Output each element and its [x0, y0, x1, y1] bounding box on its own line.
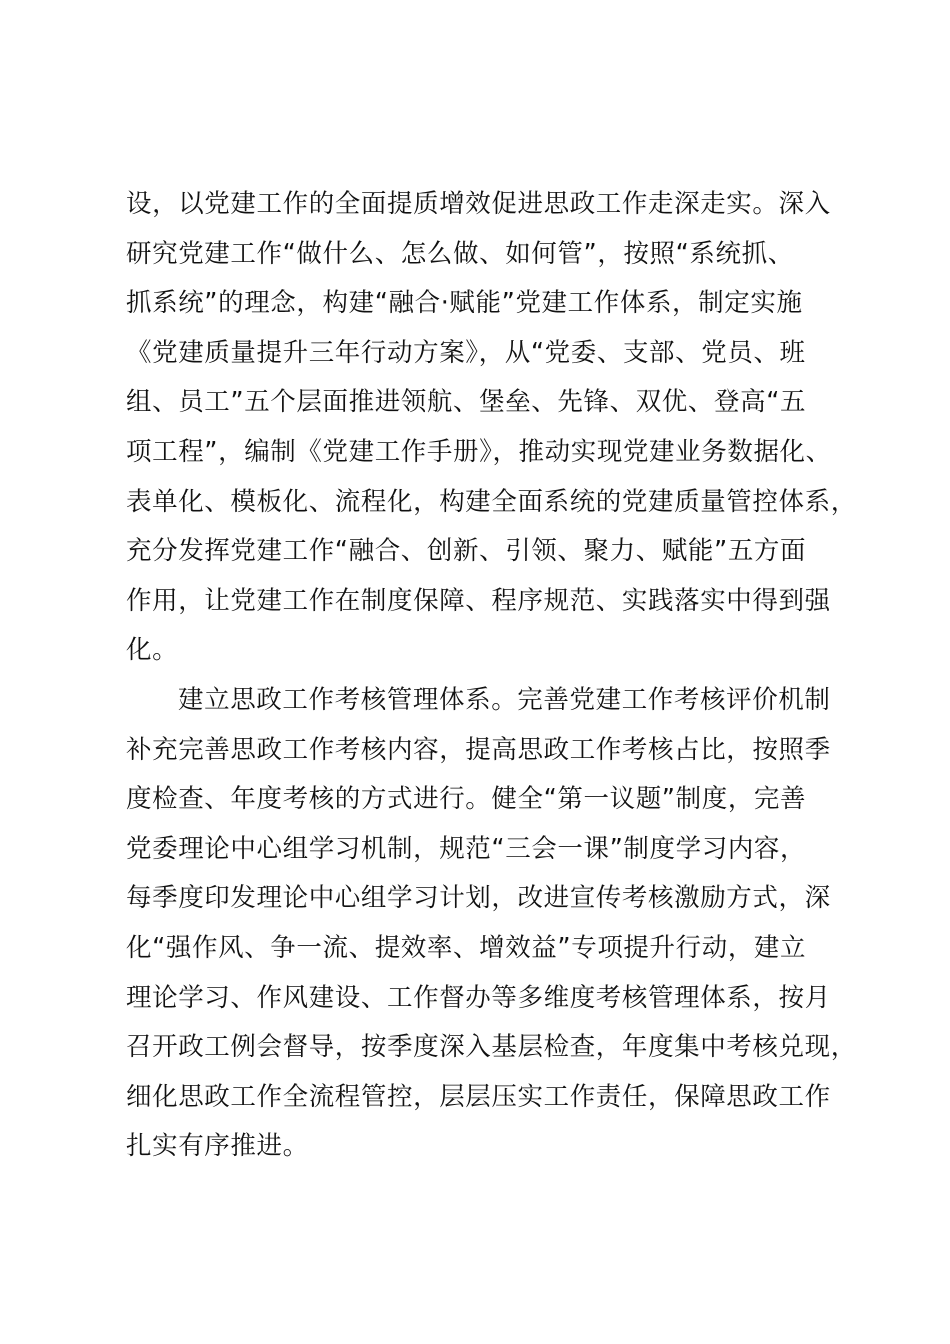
text-line: 化。	[126, 635, 179, 666]
text-line: 项工程”，编制《党建工作手册》，推动实现党建业务数据化、	[126, 436, 832, 467]
text-line: 作用，让党建工作在制度保障、程序规范、实践落实中得到强	[126, 585, 831, 616]
paragraph-heading-line: 建立思政工作考核管理体系。完善党建工作考核评价机制	[178, 684, 831, 715]
text-line: 党委理论中心组学习机制，规范“三会一课”制度学习内容，	[126, 833, 807, 864]
text-line: 度检查、年度考核的方式进行。健全“第一议题”制度，完善	[126, 784, 807, 815]
text-line: 表单化、模板化、流程化，构建全面系统的党建质量管控体系，	[126, 486, 857, 517]
text-line: 化“强作风、争一流、提效率、增效益”专项提升行动，建立	[126, 932, 807, 963]
document-body	[126, 180, 866, 1172]
text-line: 组、员工”五个层面推进领航、堡垒、先锋、双优、登高“五	[126, 387, 807, 418]
text-line: 理论学习、作风建设、工作督办等多维度考核管理体系，按月	[126, 982, 831, 1013]
text-line: 每季度印发理论中心组学习计划，改进宣传考核激励方式，深	[126, 883, 831, 914]
text-line: 召开政工例会督导，按季度深入基层检查，年度集中考核兑现，	[126, 1032, 857, 1063]
text-line: 抓系统”的理念，构建“融合·赋能”党建工作体系，制定实施	[126, 288, 803, 319]
text-line: 设，以党建工作的全面提质增效促进思政工作走深走实。深入	[126, 189, 831, 219]
text-line: 研究党建工作“做什么、怎么做、如何管”，按照“系统抓、	[126, 238, 794, 269]
text-line: 扎实有序推进。	[126, 1131, 309, 1162]
text-line: 充分发挥党建工作“融合、创新、引领、聚力、赋能”五方面	[126, 536, 807, 567]
text-line: 细化思政工作全流程管控，层层压实工作责任，保障思政工作	[126, 1081, 831, 1112]
text-line: 《党建质量提升三年行动方案》，从“党委、支部、党员、班	[126, 337, 806, 368]
text-line: 补充完善思政工作考核内容，提高思政工作考核占比，按照季	[126, 734, 831, 765]
